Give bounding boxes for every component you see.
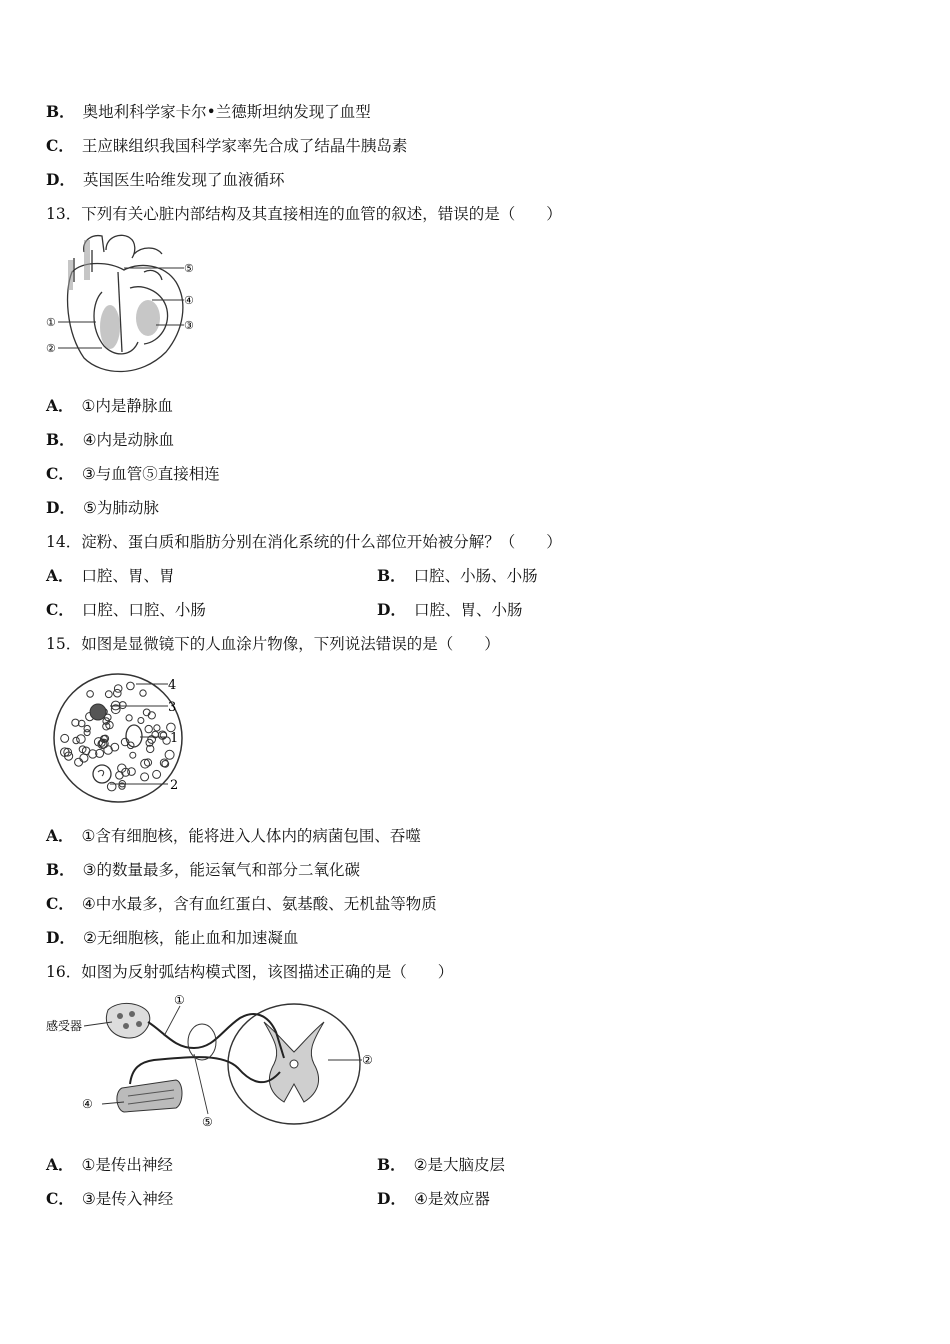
- option-letter: D．: [46, 498, 75, 517]
- option-letter: B．: [46, 860, 75, 879]
- red-blood-cell: [140, 690, 146, 696]
- option-letter: C．: [46, 1189, 74, 1208]
- q16-option-c: [46, 1189, 173, 1209]
- q14-stem: 14．淀粉、蛋白质和脂肪分别在消化系统的什么部位开始被分解？（ ）: [46, 533, 562, 551]
- q13-option-c: [46, 464, 220, 484]
- q13-option-b: [46, 430, 174, 450]
- q16-stem: 16．如图为反射弧结构模式图，该图描述正确的是（ ）: [46, 963, 454, 981]
- q16-option-a: [46, 1155, 173, 1175]
- red-blood-cell: [138, 718, 144, 724]
- q13-option-a: [46, 396, 173, 416]
- reflex-label-5: ⑤: [202, 1115, 213, 1129]
- red-blood-cell: [127, 682, 135, 690]
- option-text: ③的数量最多，能运氧气和部分二氧化碳: [82, 861, 361, 879]
- q15-option-c: [46, 894, 437, 914]
- reflex-label-2: ②: [362, 1053, 373, 1067]
- reflex-label-1: ①: [174, 993, 185, 1007]
- option-text: ①内是静脉血: [81, 397, 173, 415]
- option-text: 口腔、小肠、小肠: [413, 567, 538, 585]
- smear-label-1: 1: [170, 731, 179, 746]
- option-letter: C．: [46, 894, 74, 913]
- q13-stem: 13．下列有关心脏内部结构及其直接相连的血管的叙述，错误的是（ ）: [46, 205, 562, 223]
- q14-option-c: [46, 600, 206, 620]
- smear-label-4: 4: [168, 678, 177, 693]
- q15-option-d: [46, 928, 298, 948]
- option-letter: D．: [46, 170, 75, 189]
- receptor-icon: [106, 1003, 149, 1038]
- red-blood-cell: [84, 730, 90, 736]
- option-letter: C．: [46, 600, 74, 619]
- option-letter: A．: [46, 826, 74, 845]
- option-text: 口腔、胃、小肠: [413, 601, 523, 619]
- option-text: 王应睐组织我国科学家率先合成了结晶牛胰岛素: [81, 137, 408, 155]
- smear-label-3: 3: [168, 700, 177, 715]
- option-letter: B．: [377, 1155, 406, 1174]
- option-letter: B．: [377, 566, 406, 585]
- red-blood-cell: [154, 725, 160, 731]
- red-blood-cell: [87, 691, 94, 698]
- q16-option-b: [377, 1155, 505, 1175]
- option-text: ④是效应器: [413, 1190, 490, 1208]
- q13-option-d: [46, 498, 159, 518]
- option-letter: D．: [377, 1189, 406, 1208]
- red-blood-cell: [61, 734, 69, 742]
- heart-label-3: ③: [184, 319, 194, 332]
- red-blood-cell: [130, 752, 136, 758]
- red-blood-cell: [111, 743, 119, 751]
- option-text: ④中水最多，含有血红蛋白、氨基酸、无机盐等物质: [81, 895, 437, 913]
- option-letter: B．: [46, 102, 75, 121]
- red-blood-cell: [75, 758, 83, 766]
- red-blood-cell: [77, 735, 86, 744]
- option-letter: A．: [46, 1155, 74, 1174]
- red-blood-cell: [72, 719, 79, 726]
- red-blood-cell: [105, 691, 112, 698]
- effector-icon: [117, 1080, 182, 1112]
- red-blood-cell: [80, 754, 88, 762]
- spinal-cord-icon: [228, 1004, 360, 1124]
- red-blood-cell: [153, 770, 161, 778]
- q14-option-a: [46, 566, 175, 586]
- option-text: ③是传入神经: [81, 1190, 174, 1208]
- option-text: ②无细胞核，能止血和加速凝血: [82, 929, 299, 947]
- heart-label-4: ④: [184, 294, 194, 307]
- heart-label-2: ②: [46, 342, 56, 355]
- red-blood-cell: [114, 685, 122, 693]
- red-blood-cell: [126, 715, 132, 721]
- option-letter: D．: [46, 928, 75, 947]
- q14-option-d: [377, 600, 522, 620]
- option-text: 奥地利科学家卡尔•兰德斯坦纳发现了血型: [82, 103, 371, 121]
- q15-stem: 15．如图是显微镜下的人血涂片物像，下列说法错误的是（ ）: [46, 635, 500, 653]
- option-text: 口腔、胃、胃: [81, 567, 175, 585]
- option-text: 英国医生哈维发现了血液循环: [82, 171, 285, 189]
- option-text: ①是传出神经: [81, 1156, 173, 1174]
- red-blood-cell: [141, 773, 149, 781]
- option-text: ④内是动脉血: [82, 431, 175, 449]
- heart-label-5: ⑤: [184, 262, 194, 275]
- q16-option-d: [377, 1189, 490, 1209]
- q15-option-a: [46, 826, 421, 846]
- blood-smear-diagram: [50, 662, 200, 812]
- reflex-arc-diagram: [44, 992, 384, 1132]
- option-text: ⑤为肺动脉: [82, 499, 159, 517]
- heart-label-1: ①: [46, 316, 56, 329]
- option-text: 口腔、口腔、小肠: [81, 601, 206, 619]
- reflex-label-4: ④: [82, 1097, 93, 1111]
- option-text: ③与血管⑤直接相连: [81, 465, 220, 483]
- q12-option-c: [46, 136, 407, 156]
- q12-option-d: [46, 170, 284, 190]
- q14-option-b: [377, 566, 538, 586]
- smear-label-2: 2: [170, 778, 179, 793]
- option-letter: C．: [46, 464, 74, 483]
- heart-diagram: [44, 232, 204, 378]
- red-blood-cell: [148, 712, 155, 719]
- option-letter: D．: [377, 600, 406, 619]
- red-blood-cell: [165, 750, 174, 759]
- q15-option-b: [46, 860, 360, 880]
- option-letter: B．: [46, 430, 75, 449]
- q12-option-b: [46, 102, 371, 122]
- option-letter: A．: [46, 396, 74, 415]
- option-text: ①含有细胞核，能将进入人体内的病菌包围、吞噬: [81, 827, 421, 845]
- option-text: ②是大脑皮层: [413, 1156, 506, 1174]
- red-blood-cell: [160, 732, 166, 738]
- option-letter: A．: [46, 566, 74, 585]
- red-blood-cell: [145, 725, 152, 732]
- option-letter: C．: [46, 136, 74, 155]
- reflex-label-receptor: 感受器: [46, 1019, 83, 1033]
